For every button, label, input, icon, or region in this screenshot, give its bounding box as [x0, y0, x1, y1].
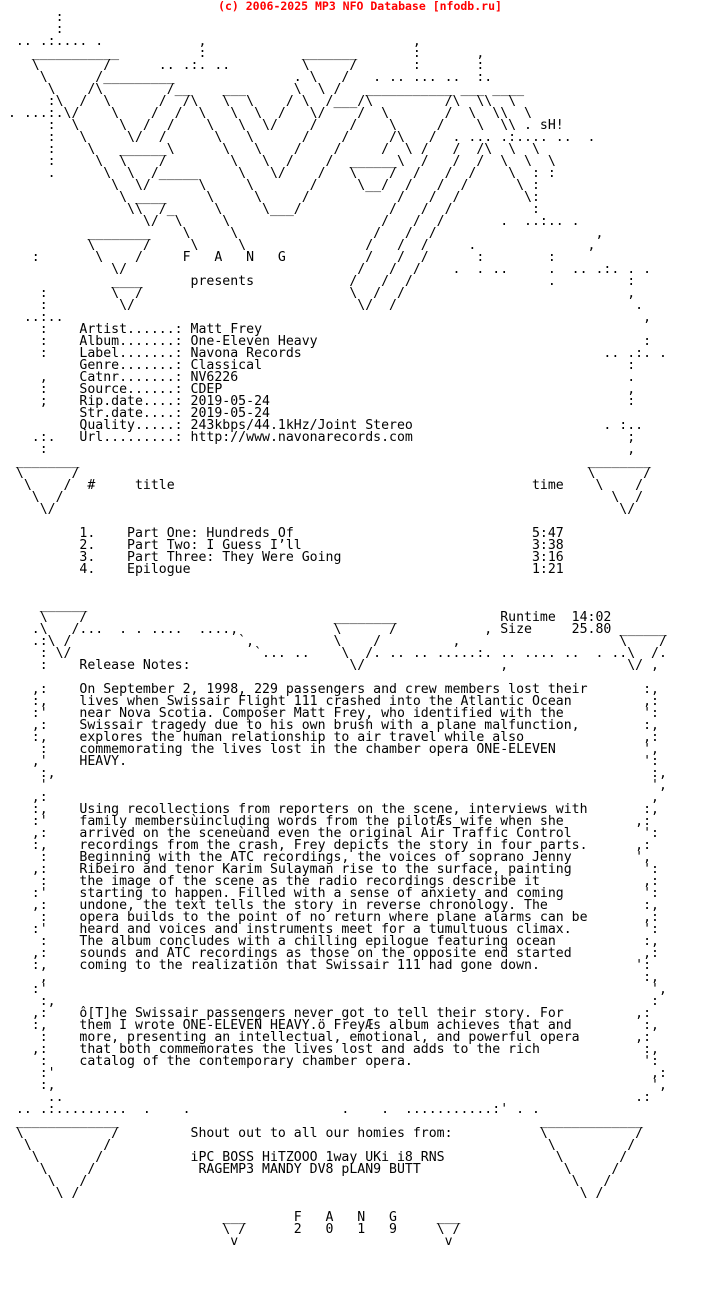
nfo-line: .. .:.... . , , [0, 34, 421, 49]
nfo-line: \ /\ /__ ___ \ \ / ___________ ___ ____ [0, 82, 525, 97]
nfo-line: :, coming to the realization that Swissair 111 had gone down. ': [0, 958, 652, 973]
nfo-line: : [0, 22, 64, 37]
nfo-line: .\ /... . . .... ...., \ / , Size 25.80 ______ [0, 622, 667, 637]
nfo-line: ___________ : _______ : , [0, 46, 485, 61]
nfo-line: : Album.......: One-Eleven Heavy : [0, 334, 652, 349]
nfo-line: : \/ \/ / . [0, 298, 644, 313]
nfo-line: 1. Part One: Hundreds Of 5:47 [0, 526, 564, 541]
nfo-line: \ / RAGEMP3 MANDY DV8 pLAN9 BUTT \ / [0, 1162, 620, 1177]
nfo-line: : catalog of the contemporary chamber opera. ': [0, 1054, 659, 1069]
nfo-line: : \ / F A N G / / / : : [0, 250, 556, 265]
nfo-line: ; Rip.date....: 2019-05-24 : [0, 394, 636, 409]
nfo-line: \ ____ \ \ / / / / \: [0, 190, 540, 205]
nfo-line: :' ,: [0, 1066, 667, 1081]
nfo-line: ,: Ribeiro and tenor Karim Sulayman rise to the surface, painting ': [0, 862, 659, 877]
nfo-line: ______ [0, 598, 88, 613]
nfo-line: : Artist......: Matt Frey [0, 322, 263, 337]
nfo-line: ___ F A N G ___ [0, 1210, 461, 1225]
nfo-line: ____ presents / / / . : [0, 274, 636, 289]
nfo-line: . ...:.\/ \ / / \ \ \ / \/ / \ / \ \\ \ [0, 106, 532, 121]
nfo-line: : Label.......: Navona Records .. .:. . [0, 346, 667, 361]
nfo-line: \ /_________ . \ / . .. ... .. :. [0, 70, 493, 85]
nfo-line: \ / \ / [0, 1138, 636, 1153]
nfo-line: \/ \/ [0, 502, 636, 517]
nfo-line: \ / 2 0 1 9 \ / [0, 1222, 461, 1237]
nfo-line: \/ \ \ / / / . ..:.. . [0, 214, 580, 229]
nfo-line: :, explores the human relationship to air travel while also ,: [0, 730, 659, 745]
nfo-line: : \ ______\ \ \ / / / \ / / /\ \ \ [0, 142, 540, 157]
nfo-line: \ / \ / [0, 466, 652, 481]
nfo-line: \ / Shout out to all our homies from: \ / [0, 1126, 644, 1141]
nfo-line: .:. Url.........: http://www.navonarecords.com ; [0, 430, 636, 445]
nfo-line: : \ \ / \ \ / / ______\ / / / \ \ \ [0, 154, 556, 169]
nfo-line: \ / .. .:. .. \ / : : [0, 58, 485, 73]
nfo-line: : , [0, 442, 636, 457]
nfo-line: \ / ________ Runtime 14:02 [0, 610, 612, 625]
nfo-line: 4. Epilogue 1:21 [0, 562, 564, 577]
nfo-line: :, them I wrote ONE-ELEVEN HEAVY.ö FreyÆs album achieves that and :, [0, 1018, 659, 1033]
nfo-line: ,: Swissair tragedy due to his own brush with a plane malfunction, :, [0, 718, 659, 733]
nfo-line: ,: On September 2, 1998, 229 passengers and crew members lost their :, [0, 682, 659, 697]
nfo-line: . \ \ /_____ \ \/ / \ / / / / \ : : [0, 166, 556, 181]
nfo-line: :' heard and voices and instruments meet for a tumultuous climax. ': [0, 922, 659, 937]
nfo-line: : more, presenting an intellectual, emotional, and powerful opera ,: [0, 1030, 652, 1045]
nfo-line: : Release Notes: \/ , \/ , [0, 658, 659, 673]
nfo-line: : [0, 12, 64, 25]
nfo-line: ,: ô[T]he Swissair passengers never got to tell their story. For ,: [0, 1006, 652, 1021]
nfo-line: \\ /_ \ \___/ / / / : [0, 202, 540, 217]
nfo-line: \ / \ \ / / / . , [0, 238, 596, 253]
nfo-line: Quality.....: 243kbps/44.1kHz/Joint Stereo . :.. [0, 418, 644, 433]
nfo-line: \/ / / / . . .. . .. .:. . . [0, 262, 652, 277]
nfo-line: : \/ `... .. \ /. .. .. .....:. .. .... .. . ..\ /. [0, 646, 667, 661]
nfo-line: \ / # title time \ / [0, 478, 644, 493]
nfo-line: :' ', [0, 982, 667, 997]
nfo-line: ,: undone, the text tells the story in reverse chronology. The :, [0, 898, 659, 913]
nfo-line: .. .: [0, 1090, 652, 1105]
nfo-line: .. .:......... . . . . ...........:' . . [0, 1102, 540, 1117]
nfo-line: \ / \ / [0, 1174, 612, 1189]
nfo-line: ________ ________ [0, 454, 652, 469]
nfo-line: ,: sounds and ATC recordings as those on the opposite end started ,: [0, 946, 659, 961]
nfo-line: :, ', [0, 1078, 667, 1093]
nfo-line: :, :, [0, 766, 667, 781]
nfo-line: ,' HEAVY. ': [0, 754, 659, 769]
nfo-line: 2. Part Two: I Guess I’ll 3:38 [0, 538, 564, 553]
nfo-line: :' near Nova Scotia. Composer Matt Frey, who identified with the ': [0, 706, 659, 721]
nfo-line: \ / iPC BOSS HiTZOOO 1way UKi i8 RNS \ / [0, 1150, 628, 1165]
nfo-line: :' family membersùincluding words from the pilotÆs wife when she ,: [0, 814, 652, 829]
nfo-text-body [0, 12, 720, 1248]
nfo-line: ..:.. , [0, 310, 652, 325]
nfo-line: :' starting to happen. Filled with a sense of anxiety and coming ': [0, 886, 659, 901]
nfo-line: , :, [0, 970, 659, 985]
nfo-line: ' ', [0, 778, 667, 793]
nfo-line: ,: arrived on the sceneùand even the original Air Traffic Control ': [0, 826, 659, 841]
nfo-line: Genre.......: Classical : [0, 358, 636, 373]
nfo-line: ,: that both commemorates the lives lost and adds to the rich :, [0, 1042, 659, 1057]
nfo-line: :, : [0, 994, 659, 1009]
nfo-line: : \ / \ / / , [0, 286, 636, 301]
nfo-line: ________ \ \ / / / , [0, 226, 604, 241]
nfo-line: \ / \ / [0, 1186, 604, 1201]
nfo-line: v v [0, 1234, 453, 1248]
nfo-line: :, lives when Swissair Flight 111 crashed into the Atlantic Ocean ,: [0, 694, 659, 709]
nfo-line: : \ \ / / \ \ \/ / / \ / \ \\ . sH! [0, 118, 564, 133]
nfo-line: :, recordings from the crash, Frey depicts the story in four parts. ,: [0, 838, 652, 853]
nfo-line: , Catnr.......: NV6226 . [0, 370, 636, 385]
nfo-line: \ / \ / [0, 490, 644, 505]
nfo-line: : opera builds to the point of no return where plane alarms can be ,: [0, 910, 659, 925]
nfo-line: :, Using recollections from reporters on the scene, interviews with :, [0, 802, 659, 817]
nfo-line: : the image of the scene as the radio recordings describe it ,: [0, 874, 659, 889]
nfo-line: Str.date....: 2019-05-24 [0, 406, 270, 421]
nfo-line: : Source......: CDEP , [0, 382, 636, 397]
nfo-line: : Beginning with the ATC recordings, the voices of soprano Jenny ', [0, 850, 652, 865]
nfo-line: _____________ _____________ [0, 1114, 644, 1129]
nfo-line: ,: , [0, 790, 659, 805]
nfo-line: : commemorating the lives lost in the chamber opera ONE-ELEVEN ', [0, 742, 659, 757]
nfo-line: : The album concludes with a chilling epilogue featuring ocean :, [0, 934, 659, 949]
nfo-line: : \ \/ / \ \ / / /\ / . ... .:.... .. . [0, 130, 596, 145]
nfo-line: :\ / \ / /\ \ \ / \ /___/\ /\ \\ \ [0, 94, 517, 109]
nfo-database-header: (c) 2006-2025 MP3 NFO Database [nfodb.ru] [218, 0, 502, 13]
nfo-line: 3. Part Three: They Were Going 3:16 [0, 550, 564, 565]
nfo-line: \ \/ \ \ / \__/ / / / \ : [0, 178, 540, 193]
nfo-line: .:\ / `, \ / , \ / [0, 634, 667, 649]
